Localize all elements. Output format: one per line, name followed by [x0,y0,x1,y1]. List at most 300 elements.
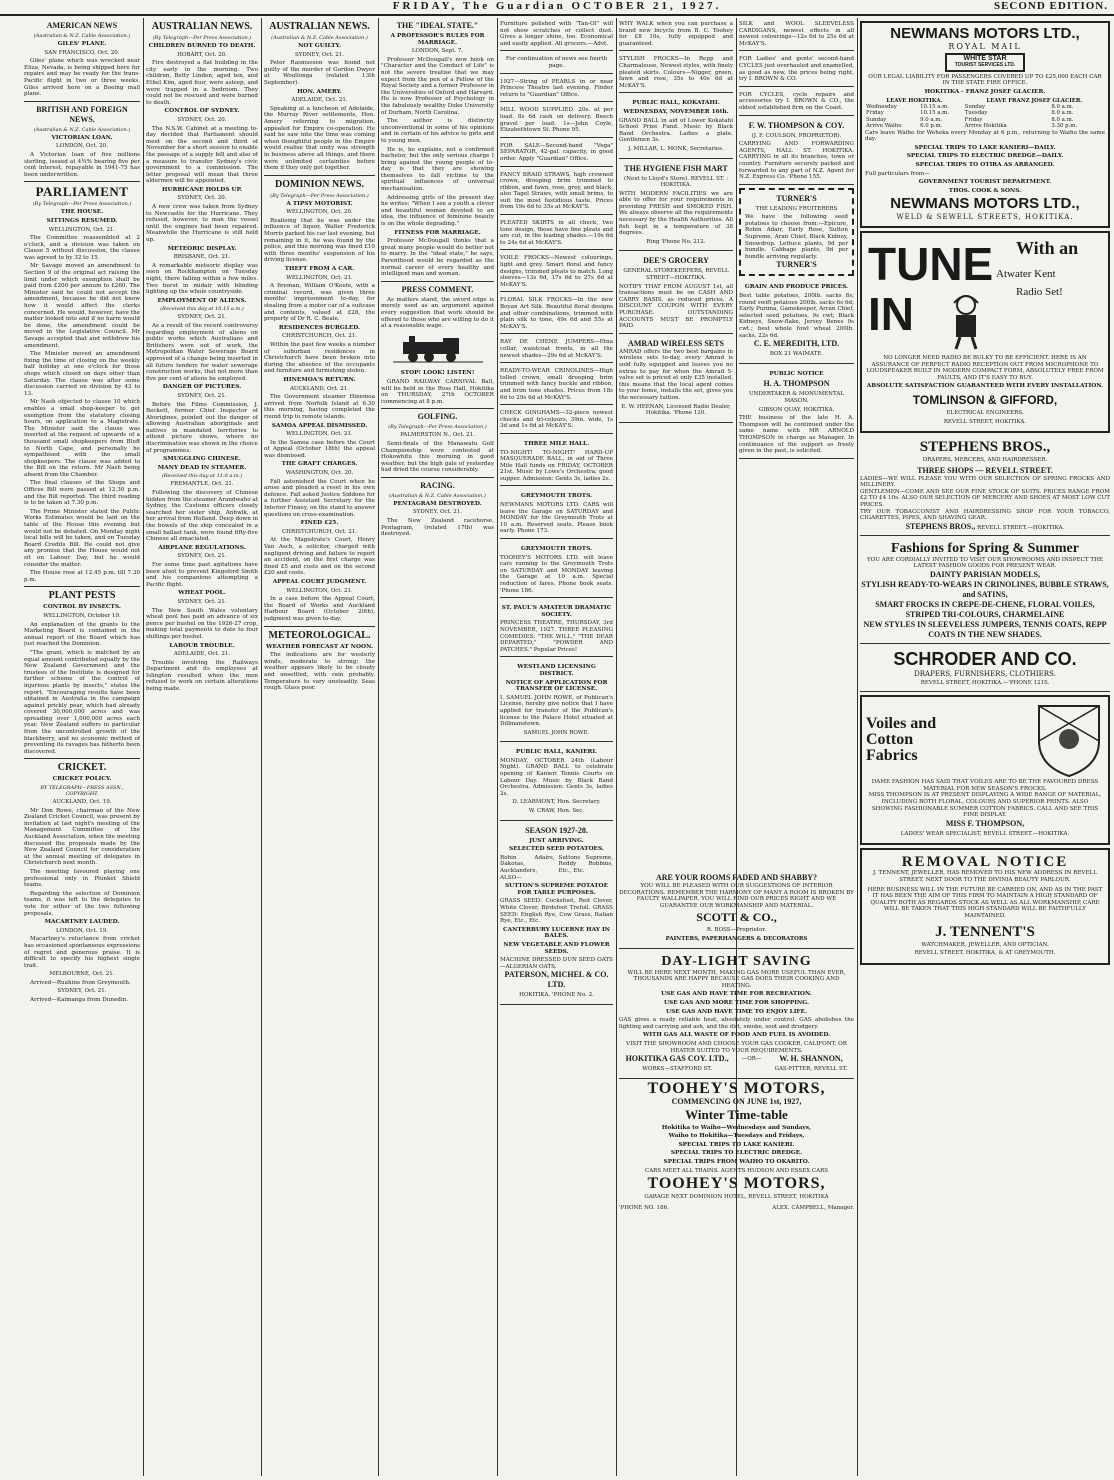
ad-signature: 'PHONE NO. 186. [619,1204,669,1211]
ad-heading: SPECIAL TRIPS TO LAKE KANIERI—DAILY. [914,144,1056,151]
ad-heading: C. E. MEREDITH, LTD. [753,339,840,349]
ad-heading: UNDERTAKER & MONUMENTAL MASON. [749,391,844,404]
ad-heading: USE GAS AND MORE TIME FOR SHOPPING. [664,999,809,1006]
timetable-cell: Wednesday [866,103,897,110]
ad-heading: GIBSON QUAY, HOKITIKA. [758,406,835,413]
ad-heading: W. H. SHANNON, [779,1054,843,1064]
american-news-heading: AMERICAN NEWS [46,21,118,30]
crest-icon [1034,701,1104,779]
ad-heading: THE HYGIENE FISH MART [624,163,728,173]
subheading: SITTINGS RESUMED. [46,217,118,224]
ad-signature: SAMUEL JOHN ROWE. [523,729,590,736]
dateline: MELBOURNE, Oct. 21. [49,971,115,978]
column-rule [497,18,498,1476]
classified-ad: For continuation of news see fourth page. [500,53,613,73]
plant-pests-heading: PLANT PESTS [48,590,116,602]
ad-heading: ROYAL MAIL [948,42,1022,51]
source-line: (Received this day at 11.0 a.m.) [161,473,243,480]
source-line: (By Telegraph—Per Press Association.) [32,201,132,208]
dateline: WELLINGTON, Oct. 21. [286,431,353,438]
article-text: Fall astonished the Court when he arose and pleaded a reset in his own defence. Fall asked Justice Siddons for a further Assistant Secretary for the Interior Finney, on the stand to answer questions on cross-examination. [264,478,375,518]
subheading: CRICKET POLICY. [52,776,112,783]
ad-text: WILL BE HERE NEXT MONTH, MAKING GAS MORE USEFUL THAN EVER, THOUSANDS ARE HAPPY BECAUSE GAS DOES THEIR COOKING AND HEATING. [627,969,846,989]
classified-ad: Furniture polished with "Tan-Ol" will not show scratches or collect dust. Gives a longer shine, too. Economical and easily applied. All grocers.—Advt. [500,18,613,51]
column-8 [860,18,1110,1476]
ad-heading: SEASON 1927-28. [525,825,588,835]
ad-heading: TOOHEY'S MOTORS, [647,1079,826,1097]
article-text: The indications are for westerly winds, moderate to strong; the weather appears likely to be cloudy and unsettled, with rain probably. Temperature to vary unsteadily. Seas rough. Glass poor. [264,652,375,692]
article-text: In a case before the Appeal Court, the Board of Works and Auckland Harbour Board (October 20th), judgment was given to-day. [264,596,375,622]
ad-text: J. TENNENT, JEWELLER, HAS REMOVED TO HIS NEW ADDRESS IN REVELL STREET, NEXT DOOR TO THE DIVINIA BEAUTY PARLOUR. [873,870,1097,883]
golfing-heading: GOLFING. [417,412,458,422]
ad-heading: THREE MILE HALL. [523,440,590,447]
article-text: Regarding the selection of Dominion teams, it was left to the delegates to vote for either of the two following proposals. [24,890,140,917]
ad-heading: WORKS—STAFFORD ST. [642,1066,712,1073]
press-comment-heading: PRESS COMMENT. [401,284,474,294]
source-line: (Australian & N.Z. Cable Association.) [33,33,131,39]
ad-heading: SMART FROCKS IN CREPE-DE-CHENE, FLORAL VOILES, STRIPED TRI-COLOURS, CHARMELAINE [875,600,1095,620]
column-rule [857,18,858,1476]
article-text: A remarkable meteoric display was seen on Rockhampton on Tuesday night, there falling within a few miles. Two burst in midair with blinding lighting up the whole countryside. [146,262,258,296]
article-text: The Minister moved an amendment fixing the time of closing on the weekly half holiday at one o'clock for those shops which closed on days other than Saturday. The clause was after some discussion carried on division by 43 to 13. [24,351,140,397]
ad-text: TOOHEY'S MOTORS LTD. will leave cars running to the Greymouth Trots on SATURDAY and MONDAY leaving the Garage at 10 a.m. Special reduction of fares. Phone book seats. 'Phone 186. [500,554,613,594]
classified-ad: MILL WOOD SUPPLIED. 20s. at per load. 8s 6d cash on delivery. Beech gravel per load. 1s—John Coyle, Elizabethtown St. Phone 95. [500,104,613,137]
article-text: Giles' plane which was wrecked near Eliza, Nevada, is being shipped here for repairs and may be ready for the trans-Pacific flight in two or three weeks. Giles arrived here on a Boeing mail plane. [24,58,140,98]
ad-text: GENTLEMEN—COME AND SEE OUR FINE STOCK OF SUITS. PRICES RANGE FROM £2 TO £4 10s. ALSO OUR SELECTION OF MERCERY AND SHOES AT MOST LOW CUT PRICES. [860,488,1110,509]
voiles-ad [860,695,1110,845]
ad-heading: ELECTRICAL ENGINEERS. [946,409,1024,416]
dateline: LONDON, Oct. 19. [56,927,108,934]
ad-heading: JUST ARRIVING. [529,837,584,844]
dateline: WASHINGTON, Oct. 20. [285,470,354,477]
subheading: HINEMOA'S RETURN. [283,376,356,383]
ad-heading: WELD & SEWELL STREETS, HOKITIKA. [896,213,1074,222]
classified-ad: WHY WALK when you can purchase a brand new bicycle from B. C. Toohey for £8 10s, fully equipped and guaranteed. [619,18,733,51]
ad-signature: W. CRAW, Hon. Sec. [528,808,585,815]
dateline: WELLINGTON, Oct. 21. [286,274,353,281]
ad-signature: REVELL STREET, HOKITIKA, & AT GREYMOUTH. [914,950,1056,957]
article-text: Trouble involving the Railways Department and its employees at Islington resulted when the men refused to work on certain alterations being made. [146,659,258,693]
ad-heading: NEWMANS MOTORS LTD., [890,25,1080,42]
ad-signature: MISS F. THOMPSON, [945,818,1025,828]
divider [264,626,375,627]
classified-ad: CHECK GINGHAMS—32-piece newest checks and tri-colours, 39in. wide, 1s 3d and 1s 6d at McKAY'S. [500,407,613,434]
subheading: A TIPSY MOTORIST. [286,200,353,207]
dateline: SYDNEY, Oct. 21. [177,553,227,560]
ad-heading: DRAPERS, FURNISHERS, CLOTHIERS. [914,670,1056,679]
classified-ad: STYLISH FROCKS—In Repp and Charmaleuse, Newest styles, with finely pleated skirts. Colours—Nigger, green, fawn and rose, 35s to 40s 6d at McKAY'S. [619,53,733,93]
subheading: HON. AMERY. [297,88,342,95]
ad-signature: STEPHENS BROS., [905,521,976,531]
subheading: A PROFESSOR'S RULES FOR MARRIAGE. [390,33,485,46]
ad-heading: Radio Set! [1016,285,1063,298]
subheading: AIRPLANE REGULATIONS. [158,544,246,551]
column-rule [378,18,379,1476]
ad-heading: (Next to Lloyd's Store). REVELL ST. : HOKITIKA. [624,175,728,189]
article-text: Before the Films Commission, J. Beckett, former Chief Inspector of Aborigines, pointed out the danger of allowing Australian aboriginals and natives in mandated territories to attend picture shows, where no discrimination was shown in the choice of programmes. [146,401,258,454]
ad-text: NEWMANS MOTORS LTD. CARS will leave the Garage on SATURDAY and MONDAY for the Greymouth Trots at 10 a.m. Reserved seats. Please book early. Phone 173. [500,502,613,535]
article-text: Professor McDougall thinks that a great many people would do better not to marry. In the "ideal state," he says, Parenthood would be regarded as the normal career of every healthy and intelligent man and woman. [381,238,494,278]
ad-signature: D. LEARMONT, Hon. Secretary. [512,799,601,806]
ad-signature: TURNER'S [776,260,817,270]
ad-text: YOU ARE CORDIALLY INVITED TO VISIT OUR SHOWROOMS AND INSPECT THE LATEST FASHION GOODS FOR PRESENT WEAR. [866,556,1104,570]
subheading: PENTAGRAM DESTROYED. [393,500,482,507]
timetable-cell: Sunday [964,103,986,110]
ad-signature: J. MILLAR, L. MONK, Secretaries. [628,145,724,152]
ad-heading: REVELL STREET, HOKITIKA. [943,418,1027,425]
ad-heading: SCHRODER AND CO. [893,649,1077,670]
ad-heading: TOOHEY'S MOTORS, [647,1175,826,1193]
ad-heading: Winter Time-table [685,1106,788,1122]
subheading: VICTORIAN LOAN. [51,134,113,141]
dateline: AUCKLAND, Oct. 21. [289,385,350,392]
ad-text: Robin Adairs, Dakotas, Aucklanders, ALSO— [500,854,555,881]
article-text: At the Magistrate's Court, Henry Van Asch, a solicitor, charged with negligent driving and failure to report an accident, on the first charge was fined £5 and costs and on the second £20 and costs. [264,537,375,577]
ad-heading: R. BOSS—Proprietor. [706,927,767,934]
ad-signature: LADIES' WEAR SPECIALIST, REVELL STREET.—HOKITIKA. [900,830,1070,837]
masthead-title: FRIDAY, The Guardian OCTOBER 21, 1927. [392,0,722,12]
timetable-cell: 8.0 a.m. [1051,103,1074,110]
ad-heading: ABSOLUTE SATISFACTION GUARANTEED WITH EVERY INSTALLATION. [866,383,1104,390]
article-text: The final clauses of the Shops and Offices Bill were passed at 12.30 p.m. and the Bill reported. The third reading is to be taken at 7.30 p.m. [24,480,140,507]
dateline: SYDNEY, Oct. 21. [177,598,227,605]
column-3 [264,18,375,1476]
article-text: The author is distinctly unconventional in some of his opinions and in certain of his advice to girls and to young men. [381,118,494,144]
dateline: SYDNEY, Oct. 21. [177,314,227,321]
ad-text: DAME FASHION HAS SAID THAT VOILES ARE TO BE THE FAVOURED DRESS MATERIAL FOR NEW SEASON'S FROCKS. [871,779,1099,792]
dateline: WELLINGTON, Oct. 21. [48,226,116,233]
logo-text: TOURIST SERVICES LTD. [954,62,1016,69]
article-text: Within the past few weeks a number of suburban residences in Christchurch have been broken into during the absence of the occupants and furniture and furnishing stolen. [264,341,375,375]
ad-text: CARRYING AND FORWARDING AGENTS, HALL ST. HOKITIKA. CARRYING in all its branches, town or country. Furniture securely packed and forwarded to any part of N.Z. Agent for N.Z. Express Co. 'Phone 155. [739,141,854,181]
timetable-cell: Friday [964,116,983,123]
ad-text: TO-NIGHT! TO-NIGHT! HARD-UP MASQUERADE BALL, in aid of Three Mile Hall funds on FRIDAY, OCTOBER 21st. Music by Lowe's Orchestra; good supper. Admission: Gents 3s, ladies 2s. [500,449,613,482]
article-text: Speaking at a luncheon of Adelaide, the Murray River settlements, Hon. Amery referring to migration, appealed for Empire co-operation. He said he saw into the time was coming when thoughtful people in the Empire would realise that unity was strength in business above all things, and there were unlimited certainties before them if they only got together. [264,105,375,172]
ad-text: NO LONGER NEED RADIO BE BULKY TO BE EFFICIENT. HERE IS AN ASSURANCE OF PERFECT RADIO RECEPTION OUT FROM MICROPHONE TO LOUDSPEAKER BUILT IN MODERN COMPACT FORM, ABSOLUTELY FREE FROM FAULTS, AND IT'S EASY TO BUY. [866,354,1104,381]
classified-ad: VOILE FROCKS—Newest colourings, light and grey. Smart floral and fancy designs, trimmed pleats to match. Long sleeves—13s 6d, 17s 6d to 27s 6d at McKAY'S. [500,252,613,292]
ad-heading: SUTTON'S SUPREME POTATOE FOR TABLE PURPOSES. [504,883,609,896]
ad-heading: PATERSON, MICHEL & CO. LTD. [504,970,609,990]
dateline: LONDON, Oct. 20. [56,143,108,150]
article-text: Mr Nash objected to clause 10 which enables a small shop-keeper to get exemption from the statutory closing hours, on application to a Magistrate. The Minister said the clause was inserted at the request of upwards of a thousand small shopkeepers from Bluff to North Cape, and personally he sympathised with the small shopkeepers. The clause was added to the Bill on the return. Mr Nash being absent from the Chamber. [24,399,140,478]
ad-heading: WEDNESDAY, NOVEMBER 16th. [623,108,729,115]
ad-heading: Cotton [866,731,914,749]
divider [24,586,140,587]
article-text: The Government steamer Hinemoa arrived from Norfolk Island at 6.30 this morning, having completed the round trip to remote islands. [264,394,375,420]
dateline: SYDNEY, Oct. 21. [57,988,107,995]
column-5 [500,18,613,1476]
subheading: WHEAT POOL. [178,590,226,597]
ad-heading: PAINTERS, PAPERHANGERS & DECORATORS [665,935,808,942]
column-rule [261,18,262,1476]
ad-heading: With an [1016,237,1079,258]
column-1 [24,18,140,1476]
ad-text: GRAND RAILWAY CARNIVAL Ball, will be held in the Ross Hall, Hokitika on THURSDAY, 27th OCTOBER commencing at 8 p.m. [381,378,494,405]
timetable-cell: 10.15 a.m. [920,110,949,117]
subheading: THE HOUSE. [60,209,104,216]
timetable-header: LEAVE FRANZ JOSEF GLACIER. [986,97,1083,104]
article-text: Fire destroyed a flat building in the city early in the morning. Two children, Betty Linden, aged ten, and Ethel Kim, aged four, were asleep, and were trapped in a bedroom. They could not be rescued and were burned to death. [146,60,258,106]
faded-rooms-ad [619,870,854,949]
column-rule [143,18,144,1476]
ad-heading: DAY-LIGHT SAVING [661,953,812,969]
dateline: CHRISTCHURCH, Oct. 21. [281,528,358,535]
article-text: In the Samoa case before the Court of Appeal (October 18th) the appeal was dismissed. [264,439,375,459]
ad-heading: ST. PAUL'S AMATEUR DRAMATIC SOCIETY. [501,605,612,618]
classified-ad: FANCY BRAID STRAWS, high crowned crown, drooping brim trimmed to ribbon, and fawn, rose, grey, and black, also Tagel Straws, with small brims, to suit the most fastidious taste. Prices from 19s 6d to 35s at McKAY'S. [500,169,613,216]
dateline: FREMANTLE, Oct. 21. [170,481,234,488]
article-text: The New Zealand racehorse, Pentagram, (related 17th) was destroyed. [381,518,494,538]
timetable-cell: Arrive Waiho [866,123,902,130]
subheading: THEFT FROM A CAR. [284,266,355,273]
article-text: Peter Rasmussen was found not guilty of the murder of Gordon Dwyer at Woollonga (related 13th September). [264,60,375,86]
timetable-header: LEAVE HOKITIKA. [886,97,943,104]
dateline: WELLINGTON, Oct. 21. [286,587,353,594]
ad-heading: SPECIAL TRIPS TO OTIRA AS ARRANGED. [915,161,1055,168]
removal-notice-ad [860,848,1110,964]
subheading: EMPLOYMENT OF ALIENS. [157,297,247,304]
ad-heading: THE LEADING FRUITERERS [755,205,838,212]
subheading: HURRICANE HOLDS UP. [161,186,243,193]
dateline: PALMERSTON N., Oct. 21. [400,432,475,439]
australian-news-heading: AUSTRALIAN NEWS. [269,21,370,32]
ad-text: TRY OUR TOBACCONIST AND HAIRDRESSING SHOP FOR YOUR TOBACCO, CIGARETTES, PIPES, AND SHAVING GEAR. [860,508,1110,522]
classified-ad: FOR Ladies' and gents' second-hand CYCLES just overhauled and enamelled, as good as new, the prices being right, try I. BROWN & CO. [739,53,854,86]
ad-heading: SPECIAL TRIPS FROM WAIHO TO OKARITO. [663,1159,810,1166]
dateline: AUCKLAND, Oct. 19. [52,799,112,806]
ad-signature: HOKITIKA. 'PHONE No. 2. [519,992,594,999]
subheading: DANGER OF PICTURES. [162,384,242,391]
divider [381,477,494,478]
source-line: (By Telegraph—Per Press Association.) [388,424,487,431]
dominion-news-heading: DOMINION NEWS. [275,178,364,190]
ad-signature: WATCHMAKER, JEWELLER, AND OPTICIAN. [921,941,1049,948]
ad-heading: Atwater Kent [996,267,1056,280]
divider [381,408,494,409]
divider [264,175,375,176]
ad-heading: Fashions for Spring & Summer [891,540,1079,556]
ad-text: We have the following seed potatoes to choose from:—Epicure, Robin Adair, Early Rose, Sutton Supreme, Aran Chief, Black Kidney, Snowdrop. Lettuce plants, 9d per bundle. Cabbage plants, 9d per bundle arriving regularly. [745,214,848,260]
dateline: ADELAIDE, Oct. 21. [173,651,231,658]
dateline: SYDNEY, Oct. 21. [412,509,463,516]
article-text: The Committee reassembled at 2 o'clock, and a division was taken on Clause 5 without discussion, the clause was agreed to by 32 to 15. [24,235,140,261]
daylight-saving-ad [619,951,854,1079]
source-line: (Australian & N.Z. Cable Association.) [33,126,131,133]
ad-heading: H. A. THOMPSON [763,379,830,389]
ad-heading: DAINTY PARISIAN MODELS, [929,570,1040,580]
timetable-cell: Sunday [866,116,887,123]
ad-heading: TUNE [868,237,994,290]
classified-ad: FLORAL SILK FROCKS—In the new Boyan Art Silk. Beautiful floral designs and other combinations, trimmed with plain silk to tone, 49s 6d and 55s at McKAY'S. [500,294,613,334]
source-line: (Received this day at 10.15 a.m.) [160,306,244,313]
ad-heading: THREE SHOPS — REVELL STREET. [917,465,1053,475]
locomotive-icon [393,334,483,364]
ad-text: Best table potatoes, 200lb. sacks 8s; round swift potatoes 200lb. sacks 6s 6d; Early Purima, Gamekeeper, Arran Chief, selected seed potatoes, 9s cwt; Black Kidneys, Snow-flake, Jersey Benes 9s cwt.; best whole fowl wheat 200lb. sacks, 22s 6d. [739,293,854,339]
subheading: FITNESS FOR MARRIAGE. [394,229,481,236]
article-text: A new crew was taken from Sydney to Newcastle for the Hurricane. They refused, however, to man the vessel until the engines had been repaired. Meanwhile the Hurricane is still held up. [146,204,258,244]
ad-heading: WESTLAND LICENSING DISTRICT. [517,664,596,677]
ad-heading: HOKITIKA - FRANZ JOSEF GLACIER. [924,88,1046,95]
article-text: Following the discovery of Chinese hidden from the steamer Arandwaho at Sydney, the Customs officers closely searched her sister ship, Anhwik, at her arrival from Holland. Deep down in the bowels of the ship concealed in a small ballast tank, were found fifty-five Chinese all emaciated. [146,490,258,543]
ad-heading: GREYMOUTH TROTS. [520,493,593,500]
dateline: LONDON, Sept. 7. [411,48,464,55]
ad-text: MISS THOMPSON IS AT PRESENT DISPLAYING A WIDE RANGE OF MATERIAL, INCLUDING BOTH FLORAL, COLOURS AND SUPERIOR PRINTS. ALSO SHOWING FASHIONABLE SUMMER COTTON FABRICS. CALL AND SEE THIS FINE DISPLAY. [868,792,1102,819]
classified-ad: 1927—String of PEARLS in or near Princess Theatre last evening. Finder return to "Guardian" Office. [500,76,613,103]
ad-heading: TURNER'S [776,193,817,203]
subheading: CHILDREN BURNED TO DEATH. [148,43,256,49]
subheading: MACARTNEY LAUDED. [44,919,120,926]
ad-heading: STEPHENS BROS., [919,439,1051,456]
divider [381,281,494,282]
ad-text: Full particulars from— [865,170,930,177]
source-line: (By Telegraph—Per Press Association.) [270,192,369,199]
article-text: As matters stand, the sword edge is merely used as an argument against every suggestion that work should be offered to those who are willing to do it at a reasonable wage. [381,296,494,330]
subheading: SMUGGLING CHINESE. [163,456,241,463]
meteorological-heading: METEOROLOGICAL. [268,629,371,641]
source-line: BY TELEGRAPH—PRESS ASSN., COPYRIGHT. [40,785,124,798]
dateline: HOBART, Oct. 20. [177,51,227,58]
ad-text: GRAND BALL in aid of Lower Kokatahi School Prize Fund. Music by Black Band Orchestra. Ladies a plate. Gentlemen 3s. [619,117,733,144]
divider [24,758,140,759]
dateline: ADELAIDE, Oct. 21. [291,97,348,104]
subheading: STOP! LOOK! LISTEN! [400,370,475,377]
article-text: As a result of the recent controversy regarding employment of aliens on public works which Australians and Britishers were out of work, the Metropolitan Water Sewerage Board approved of a change being inserted in all future tenders for water sewerage construction works, that not more than five per cent of aliens be employed. [146,322,258,382]
ad-heading: AMRAD WIRELESS SETS [628,338,724,348]
classified-ad: RAY DE CHENE JUMPERS—Etna collar, waistcoat fronts, in all the newest shades—29s 6d at McKAY'S. [500,336,613,363]
subheading: CONTROL BY INSECTS. [43,604,121,611]
ad-text: Cars leave Waiho for Weheka every Monday at 6 p.m., returning to Waiho the same day. [865,129,1105,143]
ad-heading: DEE'S GROCERY [643,256,709,266]
ad-text: WITH MODERN FACILITIES we are able to offer for your requirements in providing FRESH and SMOKED FISH. We always observe all the requirements necessary by the Health Authorities. All fish kept in a temperature of 38 degrees. [619,190,733,237]
subheading: FINED £25. [300,520,339,527]
ad-text: I, SAMUEL JOHN ROWE, of Publican's License, hereby give notice that I have applied for transfer of the Publican's license to the Palace Hotel situated at Dillmanstown. [500,694,613,728]
article-text: Realising that he was under the influence of liquor, Walter Frederick Morris parked his car last evening, but remaining in it, he was found by the police, and this morning was fined £10 with three months' suspension of his driving license. [264,217,375,264]
ad-text: MONDAY, OCTOBER 24th (Labour Night). GRAND BALL to celebrate opening of Kanieri Tennis Courts on Labour Day. Music by Black Band Orchestra. Admission: Gents 3s, ladies 2s. [500,757,613,797]
toohey-motors-ad [619,1081,854,1214]
column-4 [381,18,494,1476]
cricket-heading: CRICKET. [57,762,107,774]
ad-heading: GARAGE NEXT DOMINION HOTEL, REVELL STREET, HOKITIKA [644,1194,829,1201]
ad-heading: NEW STYLES IN SLEEVELESS JUMPERS, TENNIS COATS, REPP COATS IN THE NEW SHADES. [863,620,1107,640]
dateline: WELLINGTON, October 19. [43,612,121,619]
ad-heading: PUBLIC HALL, KOKATAHI. [632,100,720,107]
article-text: Mr Savage moved an amendment to Section 9 of the original act raising the limit under which exemption shall be paid from £200 per annum to £260. The Minister said he could not accept the amendment, because he did not know how it would affect the clerks concerned. He would, however, have the matter looked into and if no harm would be done, the amendment could be moved in the Legislative Council. Mr Savage accepted that and withdrew his amendment. [24,263,140,349]
ad-heading: DRAPERS, MERCERS, AND HAIRDRESSER. [922,457,1048,464]
ad-heading: Hokitika to Waiho—Wednesdays and Sundays, [661,1124,812,1131]
ad-heading: NOTICE OF APPLICATION FOR TRANSFER OF LICENSE. [505,679,608,693]
ad-heading: F. W. THOMPSON & COY. [748,120,845,130]
ad-heading: COMMENCING ON JUNE 1st, 1927, [671,1096,802,1106]
timetable-cell: 8.0 a.m. [1051,110,1074,117]
schroder-ad [860,646,1110,692]
article-text: The N.S.W. Cabinet at a meeting to-day decided that Parliament should meet on the second and third of November for a short session to enable the passage of a supply bill and also of a measure to transfer Sydney's civic government to a commission. The letter proposal will mean that three aldermen will be appointed. [146,125,258,185]
shipping-line: Arrived—Kaimanga from Dunedin. [30,997,129,1004]
ad-heading: GENERAL STOREKEEPERS, REVELL STREET—HOKITIKA. [623,268,729,282]
ad-heading: ARE YOUR ROOMS FADED AND SHABBY? [655,873,818,882]
ad-heading: BOX 21 WAIMATE. [769,351,824,358]
timetable-cell: 10.15 a.m. [920,103,949,110]
article-text: Macartney's reluctance from cricket has occasioned spontaneous expressions of regret and generous praise. It is difficult to specify his highest single trait. [24,936,140,969]
classified-ad: SILK and WOOL SLEEVELESS CARDIGANS, newest effects in all newest colourings—12s 6d to 25s 6d at McKAY'S. [739,18,854,51]
dateline: SYDNEY, Oct. 20. [177,116,227,123]
timetable-cell: 6.0 p.m. [920,123,943,130]
australian-news-heading: AUSTRALIAN NEWS. [151,21,253,32]
article-text: The meeting favoured playing one professional only in Plunket Shield teams. [24,868,140,889]
timetable-cell: Arrive Hokitika [964,123,1007,130]
column-6 [619,18,733,868]
subheading: CONTROL OF SYDNEY. [164,108,240,115]
subheading: NOT GUILTY. [298,43,341,49]
subheading: LABOUR TROUBLE. [169,642,235,649]
fashions-ad [860,538,1110,644]
ad-heading: CANTERBURY LUCERNE HAY IN BALES. [503,926,610,940]
source-line: (Australian & N.Z. Cable Association.) [271,35,368,41]
classified-ad: FOR SALE—Second-hand "Vega" SEPARATOR, 42-gal. capacity, in good order. Apply "Guardian" Office. [500,140,613,167]
subheading: WEATHER FORECAST AT NOON. [265,643,374,650]
parliament-heading: PARLIAMENT [35,184,129,200]
ad-heading: SPECIAL TRIPS TO ELECTRIC DREDGE—DAILY. [906,153,1064,160]
ad-text: MACHINE DRESSED DUN SEED OATS—ALGERIAN OATS. [500,957,613,970]
wide-ads-region [619,870,854,1476]
timetable-cell: 9.0 a.m. [920,116,943,123]
shipping-line: Arrived—Ruahine from Greymouth. [30,979,131,986]
timetable-row [865,123,1105,129]
subheading: RESIDENCES BURGLED. [278,324,361,331]
ad-heading: THOS. COOK & SONS. [948,187,1022,194]
classified-ad: PLEATED SKIRTS in all check, two tone design, those have fine pleats and are cut, in the leading shades.—19s 6d to 24s 6d at McKAY'S. [500,217,613,250]
column-7 [739,18,854,868]
ad-text: OUR LEGAL LIABILITY FOR PASSENGERS COVERED UP TO £25,000 EACH CAR IN THE STATE FIRE OFFICE. [868,73,1102,87]
article-text: The New South Wales voluntary wheat pool has paid an advance of six pence per bushel on the 1926-27 crop, making total payments to date to four shillings per bushel. [146,607,258,640]
ad-heading: SELECTED SEED POTATOES. [509,846,604,853]
ad-text: GRASS SEED: Cocksfoot, Red Clover, White Clover, Birdsfoot Trefoil. GRASS SEED: English Rye, Cow Grass, Italian Rye, Etc., Etc. [500,898,613,925]
ad-heading: NEWMANS MOTORS LTD., [890,195,1080,213]
ad-signature: ALEX. CAMPBELL, Manager. [772,1204,854,1211]
timetable-cell: 8.0 a.m. [1051,116,1074,123]
ad-heading: NEW VEGETABLE AND FLOWER SEEDS. [503,941,610,955]
ad-text: YOU WILL BE PLEASED WITH OUR SUGGESTIONS OF INTERIOR DECORATIONS. REMEMBER THE HARMONY OF MANY A ROOM IS BROKEN BY FAULTY WALLPAPER. YOU WILL FIND OUR PRICES RIGHT AND WE GUARANTEE OUR WORKMANSHIP AND MATERIAL. [619,883,854,909]
column-2 [146,18,258,1476]
train-illustration [381,334,494,367]
timetable-cell: Friday [866,110,884,117]
article-text: For some time past agitations have been afoot to prevent Kingsford Smith and his companions attempting a Pacific flight. [146,561,258,588]
ad-heading: Waiho to Hokitika—Tuesdays and Fridays, [668,1133,805,1140]
timetable [865,98,1105,130]
ad-heading: (J. F. COULSON, PROPRIETOR). [751,132,842,139]
ad-heading: USE GAS AND HAVE TIME TO ENJOY LIFE. [666,1008,807,1015]
ad-heading: Voiles and [866,715,937,733]
classified-ad: READY-TO-WEAR CRINOLINES—High tolled crown, small drooping brim trimmed with fancy buckle and ribbon, and brim tone shades. Prices from 18s 6d to 29s 6d at McKAY'S. [500,365,613,405]
ad-signature: E. W. HEENAN, Licensed Radio Dealer, Hokitika. 'Phone 120. [621,403,731,417]
ad-heading: GREYMOUTH TROTS. [520,546,593,553]
article-text: An explanation of the grants to the Marketing Board is contained in the annual report of the Board which has just reached the Dominion. [24,621,140,648]
newmans-motors-ad [860,21,1110,228]
article-text: Semi-finals of the Manawatu Golf Championship were contested at Hokowhitu this morning in good weather, but the high gale of yesterday had dried the course considerably. [381,440,494,474]
article-text: "The grant, which is matched by an equal amount contributed equally by the New Zealand Government and the trustees of the Institute is designed for further scheme of the control of injurious plants by insects," states the report. "Encouraging results have been obtained in Australia in the campaign against prickly pear, which had already covered 30,000,000 acres and was spreading over 1,000,000 acres each year. New Zealand suffers in particular from the uncontrolled growth of the blackberry, and no economic method of preventing its ravages has hitherto been discovered. [24,649,140,755]
ad-heading: PUBLIC HALL, KANIERI. [515,749,598,756]
subheading: GILES' PLANE. [57,41,107,47]
subheading: SAMOA APPEAL DISMISSED. [271,422,368,429]
ad-text: Suttons Supreme, Reddy Robbins, Etc., Etc. [558,854,613,874]
ideal-state-heading: THE "IDEAL STATE." [396,21,479,30]
ad-text: THE business of the late H. A. Thompson will be continued under the same name with MR ARNOLD THOMPSON in charge as Manager. In continuance of the support so freely given in the past, is solicited. [739,415,854,455]
classified-ad: FOR CYCLES, cycle repairs and accessories try I. BROWN & CO., the oldest established firm on the Coast. [739,89,854,116]
dateline: WELLINGTON, Oct. 20. [286,209,353,216]
ad-heading: USE GAS AND HAVE TIME FOR RECREATION. [661,991,812,998]
radio-listener-icon [944,293,988,351]
column-rule [616,18,617,1476]
racing-heading: RACING. [420,480,455,490]
